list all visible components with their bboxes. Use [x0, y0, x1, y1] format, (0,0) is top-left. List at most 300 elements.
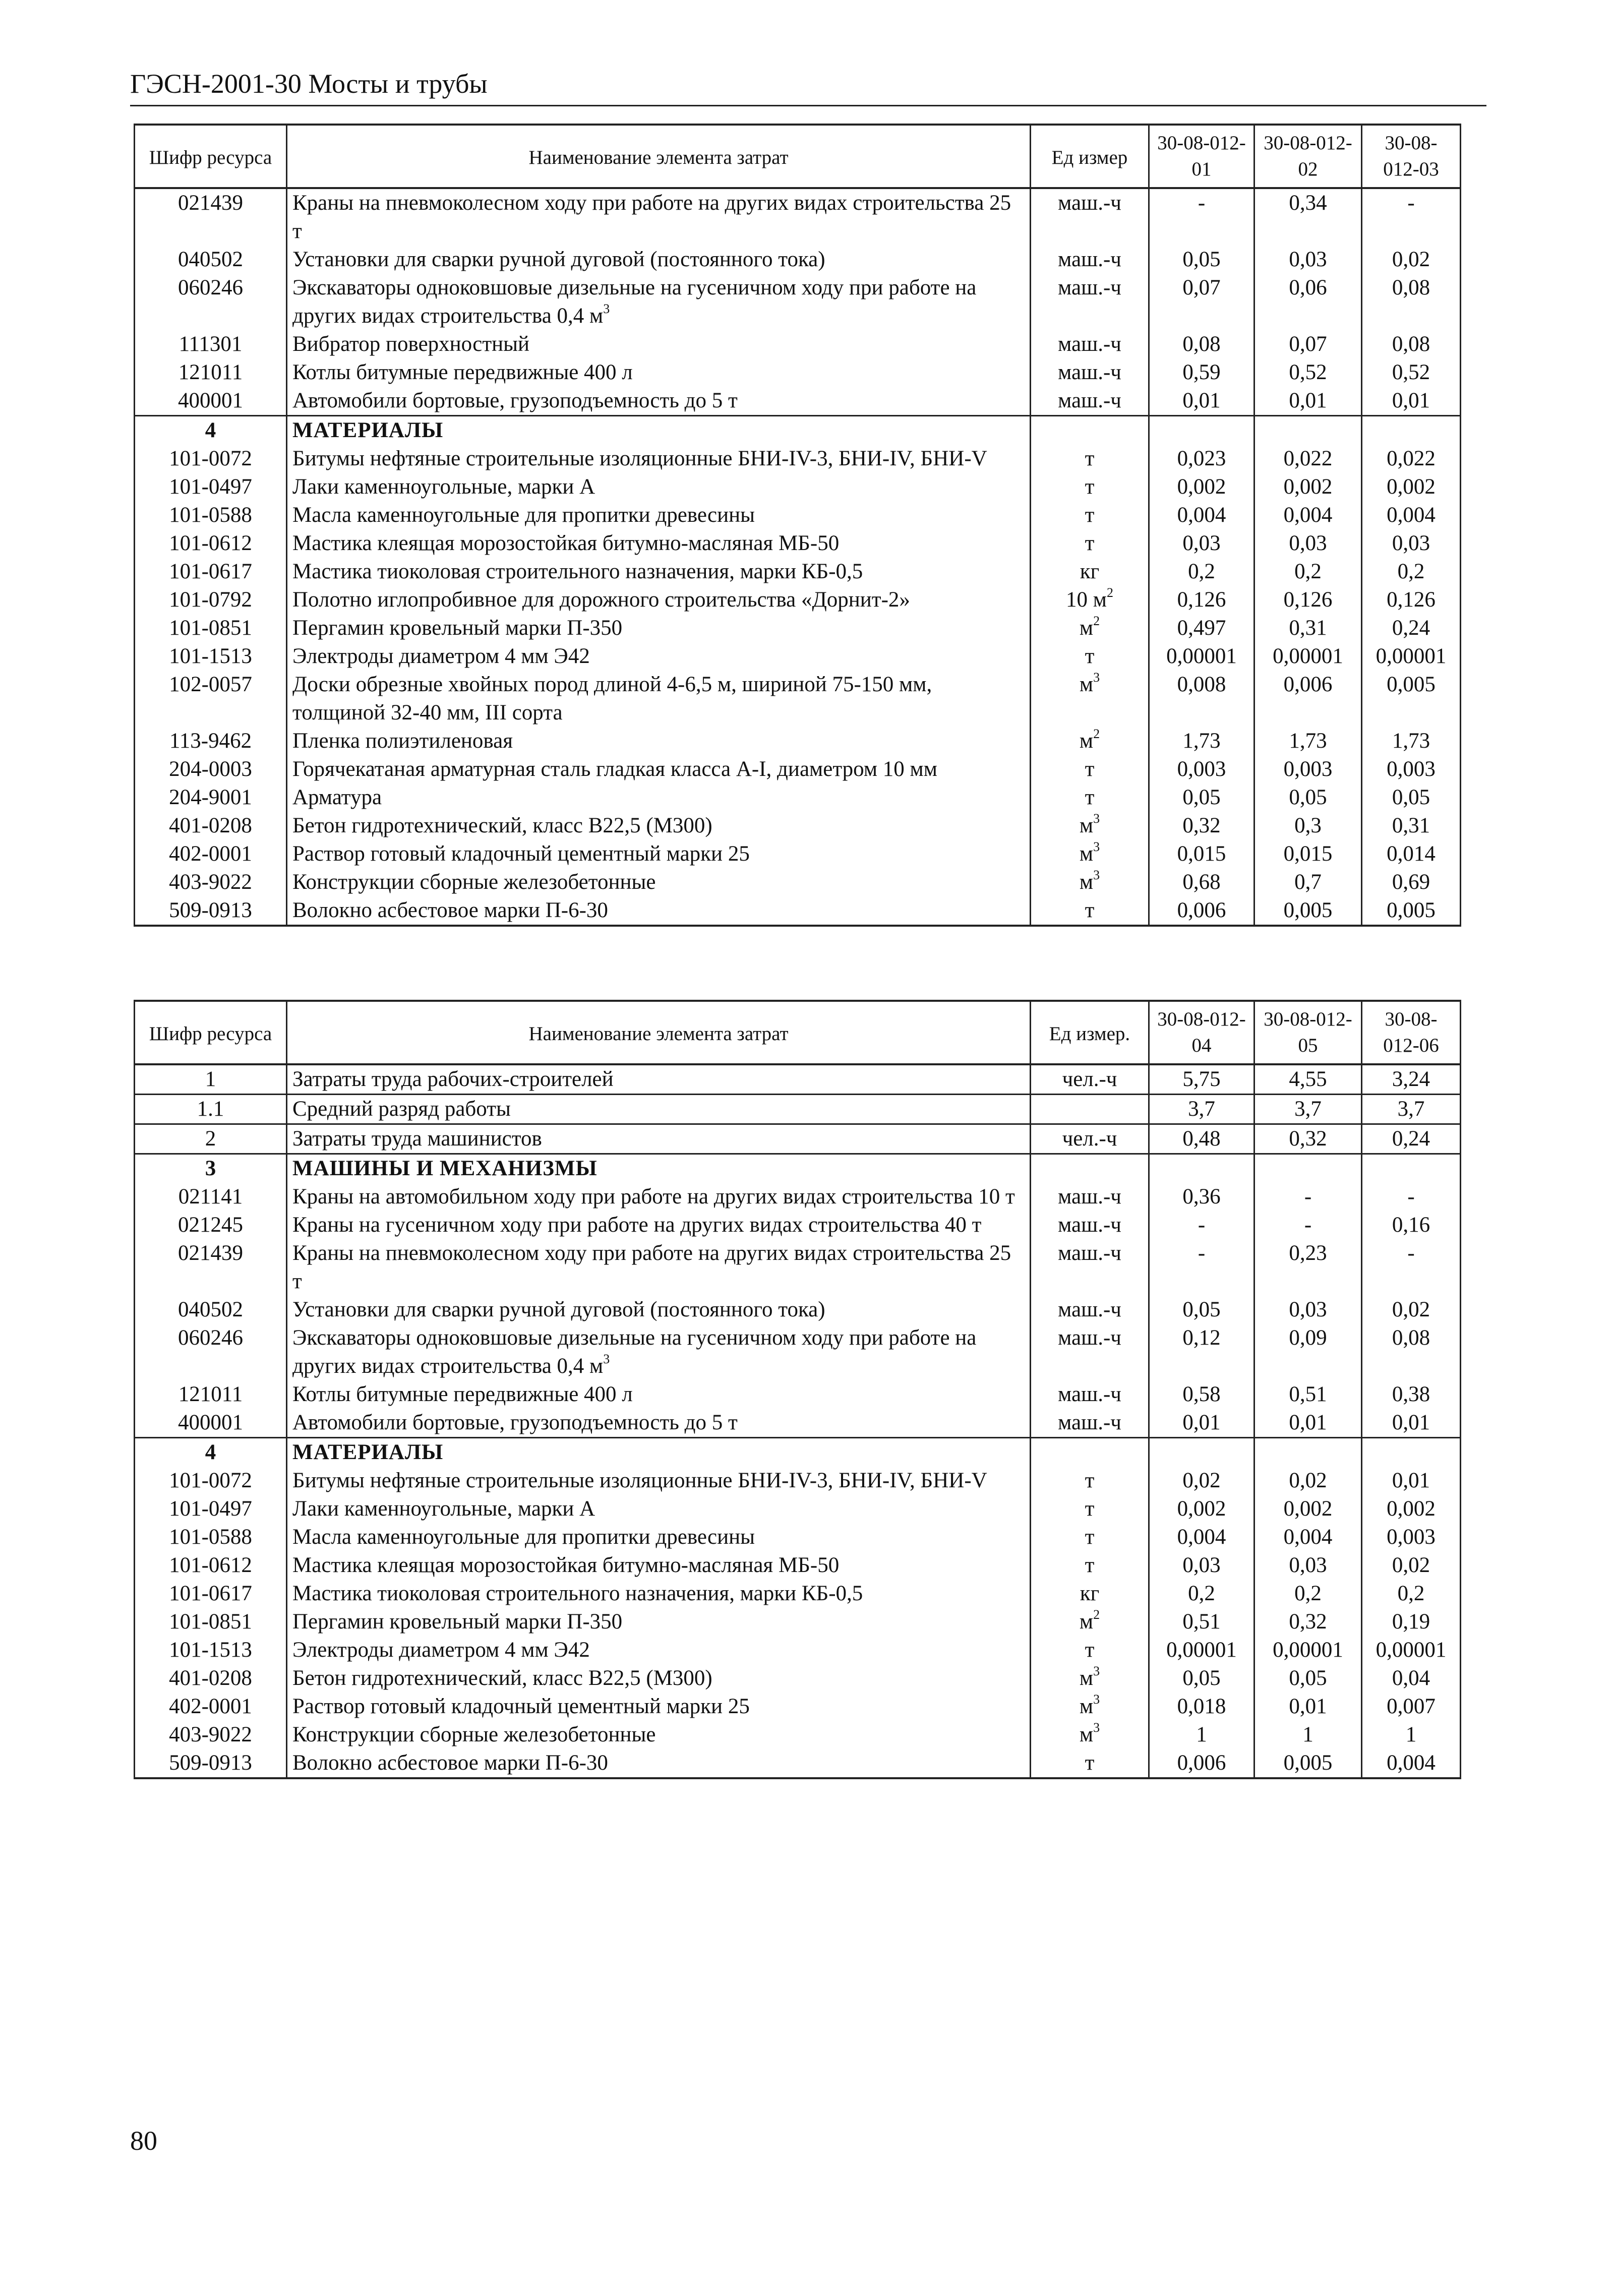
resource-unit: 10 $м^2$ [1031, 586, 1149, 614]
resource-unit: $м^3$ [1031, 1721, 1149, 1749]
norm-value: 0,03 [1254, 246, 1362, 274]
norm-value: 0,126 [1149, 586, 1254, 614]
resource-unit: $м^3$ [1031, 868, 1149, 896]
section-row [135, 416, 1461, 445]
norm-value: 0,58 [1149, 1380, 1254, 1409]
column-header-name: Наименование элемента затрат [287, 1001, 1031, 1064]
norm-value: 0,00001 [1254, 642, 1362, 671]
norm-value: 0,03 [1149, 1551, 1254, 1580]
table-row [135, 246, 1461, 274]
resource-code: 101-0072 [135, 445, 287, 473]
norm-value: - [1362, 1183, 1461, 1211]
norm-value: 0,36 [1149, 1183, 1254, 1211]
column-header-code: Шифр ресурса [135, 1001, 287, 1064]
table-row [135, 1409, 1461, 1438]
norm-value: 0,05 [1149, 1664, 1254, 1693]
resource-code: 4 [135, 1438, 287, 1467]
resource-name: Пергамин кровельный марки П-350 [287, 614, 1031, 642]
table-row [135, 812, 1461, 840]
resource-code: 402-0001 [135, 1693, 287, 1721]
resource-code: 101-1513 [135, 642, 287, 671]
resource-name: Раствор готовый кладочный цементный марки 25 [287, 1693, 1031, 1721]
page-title: ГЭСН-2001-30 Мосты и трубы [130, 69, 488, 99]
norm-value: 0,014 [1362, 840, 1461, 868]
norm-value: 0,01 [1149, 387, 1254, 416]
resource-unit: $м^3$ [1031, 1664, 1149, 1693]
resource-unit: т [1031, 1523, 1149, 1551]
resource-code: 101-0617 [135, 558, 287, 586]
norm-value: 3,24 [1362, 1064, 1461, 1095]
resource-code: 101-0072 [135, 1467, 287, 1495]
norm-value: 1 [1149, 1721, 1254, 1749]
resource-code: 204-0003 [135, 755, 287, 783]
norm-value: 0,05 [1149, 783, 1254, 812]
norm-value: 0,004 [1362, 501, 1461, 529]
table-row [135, 358, 1461, 387]
norm-value [1149, 416, 1254, 445]
norm-value: 3,7 [1149, 1095, 1254, 1124]
resource-name: МАШИНЫ И МЕХАНИЗМЫ [287, 1154, 1031, 1183]
norm-value: 0,015 [1149, 840, 1254, 868]
resource-unit: маш.-ч [1031, 1183, 1149, 1211]
resource-code: 101-0792 [135, 586, 287, 614]
norm-value: 0,005 [1362, 671, 1461, 727]
norm-value: 0,002 [1362, 473, 1461, 501]
norm-value: 0,01 [1362, 1409, 1461, 1438]
resource-code: 4 [135, 416, 287, 445]
resource-name: Вибратор поверхностный [287, 330, 1031, 358]
column-header-norm: 30-08-012-06 [1362, 1001, 1461, 1064]
norm-value: 0,51 [1149, 1608, 1254, 1636]
norm-value: 1,73 [1254, 727, 1362, 755]
resource-name: Волокно асбестовое марки П-6-30 [287, 1749, 1031, 1778]
norm-value: 0,08 [1149, 330, 1254, 358]
resource-name: МАТЕРИАЛЫ [287, 416, 1031, 445]
resource-unit [1031, 1095, 1149, 1124]
norm-value: 0,022 [1254, 445, 1362, 473]
resource-unit: $м^2$ [1031, 1608, 1149, 1636]
table-row [135, 1664, 1461, 1693]
resource-unit: т [1031, 445, 1149, 473]
resource-code: 101-0612 [135, 529, 287, 558]
resource-unit: кг [1031, 558, 1149, 586]
table-row [135, 188, 1461, 246]
norm-value: 0,38 [1362, 1380, 1461, 1409]
norm-value: 0,015 [1254, 840, 1362, 868]
norm-value: 0,32 [1254, 1608, 1362, 1636]
column-header-unit: Ед измер. [1031, 1001, 1149, 1064]
table-header-row [135, 125, 1461, 188]
resource-code: 121011 [135, 1380, 287, 1409]
table-row [135, 1523, 1461, 1551]
norm-value: 0,023 [1149, 445, 1254, 473]
resource-code: 101-0497 [135, 1495, 287, 1523]
norm-value: 0,004 [1254, 1523, 1362, 1551]
table-row [135, 671, 1461, 727]
resource-name: Краны на гусеничном ходу при работе на других видах строительства 40 т [287, 1211, 1031, 1239]
resource-name: Краны на пневмоколесном ходу при работе на других видах строительства 25 т [287, 188, 1031, 246]
resource-unit: т [1031, 1749, 1149, 1778]
norm-value: 0,69 [1362, 868, 1461, 896]
norm-value: 0,01 [1362, 387, 1461, 416]
norm-value: 1 [1362, 1721, 1461, 1749]
norm-value: 0,34 [1254, 188, 1362, 246]
resource-name: Лаки каменноугольные, марки А [287, 1495, 1031, 1523]
table-row [135, 1551, 1461, 1580]
resource-name: Битумы нефтяные строительные изоляционные БНИ-IV-3, БНИ-IV, БНИ-V [287, 445, 1031, 473]
norm-value [1149, 1154, 1254, 1183]
section-row [135, 1154, 1461, 1183]
table-row [135, 445, 1461, 473]
norm-value: 4,55 [1254, 1064, 1362, 1095]
table-row [135, 614, 1461, 642]
norm-value: 0,01 [1149, 1409, 1254, 1438]
resource-unit: маш.-ч [1031, 1380, 1149, 1409]
table-header-row [135, 1001, 1461, 1064]
column-header-unit: Ед измер [1031, 125, 1149, 188]
resource-unit: т [1031, 642, 1149, 671]
resource-name: Пленка полиэтиленовая [287, 727, 1031, 755]
norm-value: 0,003 [1362, 755, 1461, 783]
norm-value: 0,022 [1362, 445, 1461, 473]
norm-value: 0,002 [1362, 1495, 1461, 1523]
resource-unit: т [1031, 473, 1149, 501]
resource-name: Битумы нефтяные строительные изоляционные БНИ-IV-3, БНИ-IV, БНИ-V [287, 1467, 1031, 1495]
norm-value: 0,01 [1362, 1467, 1461, 1495]
norm-value: 0,2 [1254, 558, 1362, 586]
resource-code: 101-0588 [135, 501, 287, 529]
resource-name: Конструкции сборные железобетонные [287, 868, 1031, 896]
resource-unit: $м^2$ [1031, 727, 1149, 755]
norm-value: 0,02 [1149, 1467, 1254, 1495]
resource-unit: чел.-ч [1031, 1064, 1149, 1095]
norm-value: 0,12 [1149, 1324, 1254, 1380]
resource-unit: маш.-ч [1031, 274, 1149, 330]
norm-value: 0,003 [1149, 755, 1254, 783]
norm-value: 0,03 [1254, 529, 1362, 558]
table-row [135, 1608, 1461, 1636]
resource-unit: маш.-ч [1031, 1296, 1149, 1324]
resource-table-2 [134, 1000, 1461, 1779]
resource-code: 400001 [135, 387, 287, 416]
norm-value: 0,03 [1254, 1551, 1362, 1580]
resource-name: Затраты труда машинистов [287, 1124, 1031, 1154]
norm-value: 0,00001 [1149, 1636, 1254, 1664]
norm-value: 0,002 [1254, 1495, 1362, 1523]
table-row [135, 1380, 1461, 1409]
norm-value: 0,24 [1362, 1124, 1461, 1154]
norm-value: 0,08 [1362, 330, 1461, 358]
norm-value: 0,004 [1149, 1523, 1254, 1551]
resource-unit: $м^3$ [1031, 671, 1149, 727]
resource-unit: маш.-ч [1031, 387, 1149, 416]
resource-code: 101-0497 [135, 473, 287, 501]
table-row [135, 840, 1461, 868]
resource-unit [1031, 416, 1149, 445]
table-row [135, 642, 1461, 671]
table-row [135, 586, 1461, 614]
resource-name: Горячекатаная арматурная сталь гладкая класса А-I, диаметром 10 мм [287, 755, 1031, 783]
resource-name: Электроды диаметром 4 мм Э42 [287, 642, 1031, 671]
norm-value: 0,24 [1362, 614, 1461, 642]
resource-name: МАТЕРИАЛЫ [287, 1438, 1031, 1467]
resource-unit: маш.-ч [1031, 358, 1149, 387]
resource-name: Масла каменноугольные для пропитки древесины [287, 501, 1031, 529]
norm-value: 0,03 [1362, 529, 1461, 558]
column-header-norm: 30-08-012-03 [1362, 125, 1461, 188]
norm-value: 0,09 [1254, 1324, 1362, 1380]
resource-unit: маш.-ч [1031, 1211, 1149, 1239]
table-row [135, 1693, 1461, 1721]
resource-code: 1.1 [135, 1095, 287, 1124]
resource-code: 101-0588 [135, 1523, 287, 1551]
resource-name: Установки для сварки ручной дуговой (постоянного тока) [287, 246, 1031, 274]
page-number: 80 [130, 2126, 157, 2156]
resource-name: Полотно иглопробивное для дорожного строительства «Дорнит-2» [287, 586, 1031, 614]
resource-name: Средний разряд работы [287, 1095, 1031, 1124]
resource-unit: $м^2$ [1031, 614, 1149, 642]
norm-value: 0,3 [1254, 812, 1362, 840]
norm-value: 0,01 [1254, 1409, 1362, 1438]
norm-value: - [1149, 188, 1254, 246]
resource-name: Арматура [287, 783, 1031, 812]
norm-value [1254, 416, 1362, 445]
norm-value: 0,02 [1362, 1551, 1461, 1580]
resource-code: 403-9022 [135, 1721, 287, 1749]
norm-value: 3,7 [1254, 1095, 1362, 1124]
resource-code: 401-0208 [135, 812, 287, 840]
table-row [135, 868, 1461, 896]
resource-table-1 [134, 124, 1461, 927]
norm-value: 0,497 [1149, 614, 1254, 642]
norm-value [1254, 1438, 1362, 1467]
norm-value [1254, 1154, 1362, 1183]
table-row [135, 1183, 1461, 1211]
resource-code: 111301 [135, 330, 287, 358]
table-row [135, 330, 1461, 358]
table-row [135, 529, 1461, 558]
resource-code: 1 [135, 1064, 287, 1095]
norm-value: 0,008 [1149, 671, 1254, 727]
resource-name: Раствор готовый кладочный цементный марки 25 [287, 840, 1031, 868]
table-row [135, 1721, 1461, 1749]
resource-code: 021439 [135, 1239, 287, 1296]
norm-value: 0,006 [1149, 896, 1254, 926]
resource-name: Мастика клеящая морозостойкая битумно-масляная МБ-50 [287, 1551, 1031, 1580]
norm-value: 0,08 [1362, 1324, 1461, 1380]
norm-value: 0,018 [1149, 1693, 1254, 1721]
resource-name: Затраты труда рабочих-строителей [287, 1064, 1031, 1095]
table-row [135, 1467, 1461, 1495]
resource-unit: т [1031, 755, 1149, 783]
column-header-norm: 30-08-012-02 [1254, 125, 1362, 188]
norm-value: 0,19 [1362, 1608, 1461, 1636]
norm-value: 3,7 [1362, 1095, 1461, 1124]
resource-unit: $м^3$ [1031, 812, 1149, 840]
norm-value: 0,00001 [1149, 642, 1254, 671]
norm-value: 0,02 [1362, 1296, 1461, 1324]
norm-value [1149, 1438, 1254, 1467]
norm-value: 0,006 [1149, 1749, 1254, 1778]
norm-value: 0,002 [1254, 473, 1362, 501]
norm-value: 0,05 [1254, 783, 1362, 812]
table-row [135, 274, 1461, 330]
norm-value: 0,07 [1254, 330, 1362, 358]
resource-name: Лаки каменноугольные, марки А [287, 473, 1031, 501]
norm-value: 0,07 [1149, 274, 1254, 330]
norm-value: 0,003 [1254, 755, 1362, 783]
norm-value: 0,51 [1254, 1380, 1362, 1409]
resource-unit: маш.-ч [1031, 1239, 1149, 1296]
resource-unit: т [1031, 1495, 1149, 1523]
table-row [135, 755, 1461, 783]
table-row [135, 1749, 1461, 1778]
table-row [135, 501, 1461, 529]
norm-value: 0,31 [1254, 614, 1362, 642]
table-row [135, 387, 1461, 416]
column-header-norm: 30-08-012-05 [1254, 1001, 1362, 1064]
norm-value: 0,002 [1149, 473, 1254, 501]
table-row [135, 727, 1461, 755]
resource-code: 121011 [135, 358, 287, 387]
norm-value: 0,31 [1362, 812, 1461, 840]
resource-name: Котлы битумные передвижные 400 л [287, 358, 1031, 387]
norm-value: 0,02 [1254, 1467, 1362, 1495]
resource-name: Бетон гидротехнический, класс В22,5 (М300) [287, 812, 1031, 840]
resource-code: 060246 [135, 1324, 287, 1380]
resource-code: 021245 [135, 1211, 287, 1239]
resource-unit [1031, 1154, 1149, 1183]
norm-value: - [1254, 1183, 1362, 1211]
resource-unit: т [1031, 783, 1149, 812]
table-row [135, 1211, 1461, 1239]
table-row [135, 1095, 1461, 1124]
resource-unit: маш.-ч [1031, 1409, 1149, 1438]
table-row [135, 783, 1461, 812]
table-row [135, 1064, 1461, 1095]
resource-unit: т [1031, 501, 1149, 529]
resource-name: Мастика тиоколовая строительного назначения, марки КБ-0,5 [287, 558, 1031, 586]
norm-value: 5,75 [1149, 1064, 1254, 1095]
resource-name: Автомобили бортовые, грузоподъемность до 5 т [287, 1409, 1031, 1438]
resource-code: 101-0617 [135, 1580, 287, 1608]
resource-code: 113-9462 [135, 727, 287, 755]
norm-value: 0,01 [1254, 1693, 1362, 1721]
norm-value: 0,7 [1254, 868, 1362, 896]
resource-code: 101-0851 [135, 614, 287, 642]
norm-value: 0,08 [1362, 274, 1461, 330]
norm-value: - [1149, 1211, 1254, 1239]
resource-code: 102-0057 [135, 671, 287, 727]
norm-value: 0,05 [1362, 783, 1461, 812]
resource-name: Конструкции сборные железобетонные [287, 1721, 1031, 1749]
norm-value [1362, 416, 1461, 445]
norm-value: 0,007 [1362, 1693, 1461, 1721]
resource-code: 040502 [135, 246, 287, 274]
norm-value: 0,23 [1254, 1239, 1362, 1296]
norm-value: 0,06 [1254, 274, 1362, 330]
norm-value: 0,2 [1149, 558, 1254, 586]
resource-unit: маш.-ч [1031, 246, 1149, 274]
norm-value: 0,52 [1254, 358, 1362, 387]
resource-name: Мастика клеящая морозостойкая битумно-масляная МБ-50 [287, 529, 1031, 558]
column-header-name: Наименование элемента затрат [287, 125, 1031, 188]
resource-code: 101-0851 [135, 1608, 287, 1636]
norm-value: 0,2 [1362, 1580, 1461, 1608]
norm-value: 0,003 [1362, 1523, 1461, 1551]
table-row [135, 558, 1461, 586]
resource-unit: $м^3$ [1031, 840, 1149, 868]
norm-value: 0,04 [1362, 1664, 1461, 1693]
norm-value: 0,005 [1254, 1749, 1362, 1778]
resource-code: 509-0913 [135, 1749, 287, 1778]
norm-value: - [1362, 1239, 1461, 1296]
norm-value: 0,005 [1362, 896, 1461, 926]
norm-value: 0,01 [1254, 387, 1362, 416]
resource-name: Установки для сварки ручной дуговой (постоянного тока) [287, 1296, 1031, 1324]
resource-unit: т [1031, 529, 1149, 558]
table-row [135, 1495, 1461, 1523]
norm-value: 0,005 [1254, 896, 1362, 926]
norm-value: 0,006 [1254, 671, 1362, 727]
table-row [135, 1580, 1461, 1608]
resource-code: 403-9022 [135, 868, 287, 896]
column-header-code: Шифр ресурса [135, 125, 287, 188]
resource-unit [1031, 1438, 1149, 1467]
resource-unit: т [1031, 896, 1149, 926]
resource-code: 402-0001 [135, 840, 287, 868]
norm-value: 0,00001 [1362, 642, 1461, 671]
norm-value: 0,004 [1149, 501, 1254, 529]
table-row [135, 473, 1461, 501]
resource-unit: т [1031, 1551, 1149, 1580]
resource-name: Доски обрезные хвойных пород длиной 4-6,5 м, шириной 75-150 мм, толщиной 32-40 мм, III сорта [287, 671, 1031, 727]
norm-value: 0,05 [1149, 1296, 1254, 1324]
resource-unit: чел.-ч [1031, 1124, 1149, 1154]
table-row [135, 896, 1461, 926]
resource-code: 021439 [135, 188, 287, 246]
resource-code: 401-0208 [135, 1664, 287, 1693]
norm-value: 0,05 [1254, 1664, 1362, 1693]
table-row [135, 1124, 1461, 1154]
norm-value: 0,52 [1362, 358, 1461, 387]
resource-name: Краны на автомобильном ходу при работе на других видах строительства 10 т [287, 1183, 1031, 1211]
resource-name: Экскаваторы одноковшовые дизельные на гусеничном ходу при работе на других видах строительства 0,4 $м^3$ [287, 1324, 1031, 1380]
norm-value: 0,03 [1149, 529, 1254, 558]
resource-code: 3 [135, 1154, 287, 1183]
column-header-norm: 30-08-012-04 [1149, 1001, 1254, 1064]
resource-name: Волокно асбестовое марки П-6-30 [287, 896, 1031, 926]
resource-unit: т [1031, 1636, 1149, 1664]
norm-value: 0,48 [1149, 1124, 1254, 1154]
norm-value: 0,00001 [1362, 1636, 1461, 1664]
resource-name: Краны на пневмоколесном ходу при работе на других видах строительства 25 т [287, 1239, 1031, 1296]
resource-name: Электроды диаметром 4 мм Э42 [287, 1636, 1031, 1664]
norm-value: 0,03 [1254, 1296, 1362, 1324]
norm-value: 1,73 [1149, 727, 1254, 755]
norm-value: 0,126 [1362, 586, 1461, 614]
norm-value: 0,32 [1149, 812, 1254, 840]
resource-code: 040502 [135, 1296, 287, 1324]
norm-value [1362, 1438, 1461, 1467]
norm-value: - [1362, 188, 1461, 246]
norm-value: 0,00001 [1254, 1636, 1362, 1664]
resource-code: 509-0913 [135, 896, 287, 926]
resource-name: Масла каменноугольные для пропитки древесины [287, 1523, 1031, 1551]
column-header-norm: 30-08-012-01 [1149, 125, 1254, 188]
norm-value: 0,126 [1254, 586, 1362, 614]
resource-unit: $м^3$ [1031, 1693, 1149, 1721]
